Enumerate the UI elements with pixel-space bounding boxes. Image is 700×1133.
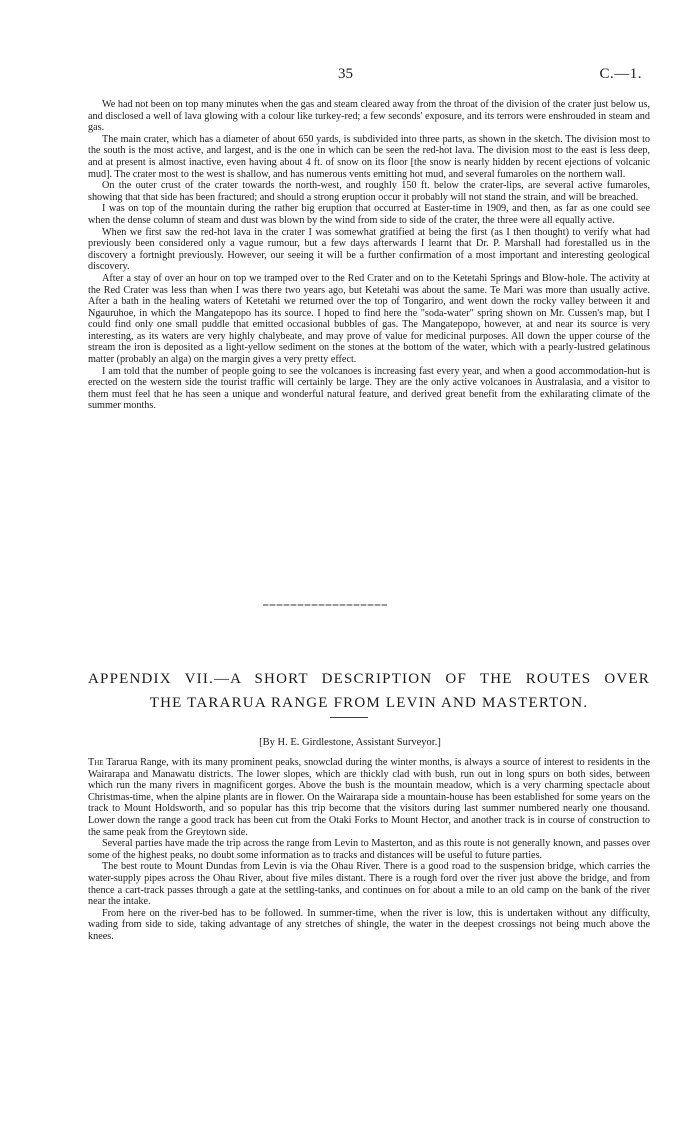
paragraph: The best route to Mount Dundas from Levin is via the Ohau River. There is a good road to the suspension bridge, which carries the water-supply pipes across the Ohau River, about five miles distant. There is a rough ford over the river just above the bridge, and from thence a cart-track passes through a gate at the settling-tanks, and continues on for about a mile to an old camp on the bank of the river near the intake. bbox=[88, 861, 650, 908]
section-divider bbox=[263, 604, 387, 606]
paragraph: When we first saw the red-hot lava in the crater I was somewhat gratified at being the first (as I then thought) to verify what had previously been considered only a vague rumour, but a few days afterwards I learnt that Dr. P. Marshall had forestalled us in the discovery a fortnight previously. However, our seeing it will be a further confirmation of a most important and interesting geological discovery. bbox=[88, 226, 650, 273]
volcano-narrative-section bbox=[88, 99, 650, 412]
page-header bbox=[0, 66, 700, 86]
document-reference: C.—1. bbox=[599, 66, 642, 82]
author-byline: [By H. E. Girdlestone, Assistant Surveyor.] bbox=[259, 737, 441, 748]
opening-paragraph bbox=[88, 757, 650, 838]
appendix-title-line-1: APPENDIX VII.—A SHORT DESCRIPTION OF THE ROUTES OVER bbox=[88, 671, 650, 687]
tararua-routes-section bbox=[88, 757, 650, 943]
opening-word: The bbox=[88, 757, 104, 768]
appendix-title bbox=[88, 667, 650, 715]
paragraph: After a stay of over an hour on top we tramped over to the Red Crater and on to the Ketetahi Springs and Blow-hole. The activity at the Red Crater was less than when I was there two years ago, but Ketetahi was about the same. Te Mari was more than usually active. After a bath in the healing waters of Ketetahi we returned over the top of Tongariro, and went down the rocky valley between it and Ngauruhoe, in which the Mangatepopo has its source. I hoped to find here the "soda-water" spring shown on Mr. Cussen's map, but I could find only one small puddle that emitted occasional bubbles of gas. The Mangatepopo, however, at and near its source is very interesting, as its waters are very highly chalybeate, and may prove of value for medicinal purposes. All down the upper course of the stream the iron is deposited as a light-yellow sediment on the stones at the bottom of the water, which with a pearly-lustred gelatinous matter (probably an alga) on the margin gives a very pretty effect. bbox=[88, 272, 650, 366]
paragraph: On the outer crust of the crater towards the north-west, and roughly 150 ft. below the crater-lips, are several active fumaroles, showing that that side has been fractured; and should a strong eruption occur it probably will not stand the strain, and will be breached. bbox=[88, 180, 650, 203]
paragraph: We had not been on top many minutes when the gas and steam cleared away from the throat of the division of the crater just below us, and disclosed a well of lava glowing with a colour like turkey-red; a few seconds' exposure, and its terrors were enshrouded in steam and gas. bbox=[88, 99, 650, 134]
title-rule bbox=[330, 717, 368, 718]
appendix-title-line-2: THE TARARUA RANGE FROM LEVIN AND MASTERTON. bbox=[149, 695, 589, 711]
paragraph: The main crater, which has a diameter of about 650 yards, is subdivided into three parts, as shown in the sketch. The division most to the south is the most active, and largest, and is the one in which can be seen the red-hot lava. The division most to the east is less deep, and at present is almost inactive, even having about 4 ft. of snow on its floor [the snow is nearly hidden by recent ejections of volcanic mud]. The crater most to the west is shallow, and has numerous vents emitting hot mud, and several fumaroles on the northern wall. bbox=[88, 133, 650, 180]
paragraph: From here on the river-bed has to be followed. In summer-time, when the river is low, this is undertaken without any difficulty, wading from side to side, taking advantage of any stretches of shingle, the water in the deepest crossings not being much above the knees. bbox=[88, 907, 650, 942]
page-number: 35 bbox=[338, 66, 353, 82]
paragraph: I was on top of the mountain during the rather big eruption that occurred at Easter-time in 1909, and then, as far as one could see when the dense column of steam and dust was blown by the wind from side to side of the crater, the three were all equally active. bbox=[88, 203, 650, 226]
paragraph: Several parties have made the trip across the range from Levin to Masterton, and as this route is not generally known, and passes over some of the highest peaks, no doubt some information as to tracks and distances will be useful to future parties. bbox=[88, 838, 650, 861]
paragraph: I am told that the number of people going to see the volcanoes is increasing fast every year, and when a good accommodation-hut is erected on the western side the tourist traffic will certainly be large. They are the only active volcanoes in Australasia, and a visitor to them must feel that he has seen a unique and wonderful natural feature, and derived great benefit from the exhilarating climate of the summer months. bbox=[88, 365, 650, 412]
opening-paragraph-text: Tararua Range, with its many prominent peaks, snowclad during the winter months, is always a source of interest to residents in the Wairarapa and Manawatu districts. The lower slopes, which are thickly clad with bush, run out in long spurs on both sides, between which run the many rivers in magnificent gorges. Above the bush is the mountain meadow, which is a very charming spectacle about Christmas-time, when the alpine plants are in flower. On the Wairarapa side a mountain-house has been established for some years on the track to Mount Holdsworth, and so popular has this trip become that the visitors during last summer numbered nearly one thousand. Lower down the range a good track has been cut from the Otaki Forks to Mount Hector, and another track is in course of construction to the same peak from the Greytown side. bbox=[88, 757, 650, 838]
